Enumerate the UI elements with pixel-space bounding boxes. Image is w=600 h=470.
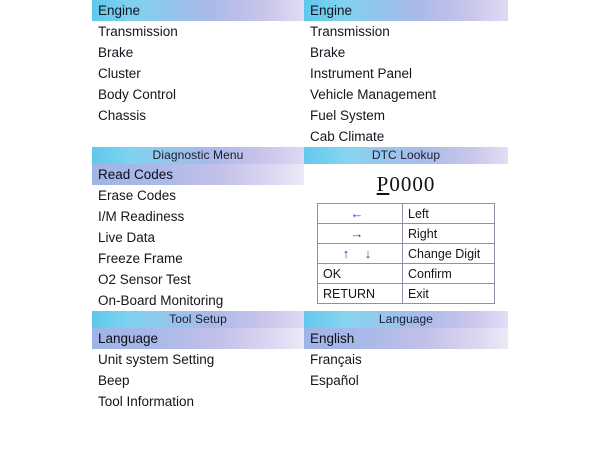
list-item-label: O2 Sensor Test — [98, 272, 191, 287]
list-item-label: Chassis — [98, 108, 147, 123]
list-item[interactable] — [304, 63, 508, 84]
panel-systems-right — [304, 0, 508, 147]
table-row — [318, 284, 495, 304]
list-item-label: Cab Climate — [310, 129, 385, 144]
list-item[interactable] — [92, 84, 304, 105]
list-item-label: Read Codes — [98, 167, 174, 182]
dtc-lookup-body — [304, 164, 508, 304]
table-row — [318, 224, 495, 244]
list-item-label: Engine — [310, 3, 353, 18]
list-item-label: I/M Readiness — [98, 209, 185, 224]
list-item[interactable] — [92, 42, 304, 63]
key-action-label: Exit — [403, 284, 495, 304]
list-item[interactable] — [304, 0, 508, 21]
panel-dtc-lookup — [304, 147, 508, 311]
key-action-label: Left — [403, 204, 495, 224]
list-item-label: Body Control — [98, 87, 177, 102]
list-item[interactable] — [304, 21, 508, 42]
table-row — [318, 204, 495, 224]
list-item-label: Language — [98, 331, 159, 346]
list-item[interactable] — [304, 126, 508, 147]
tool-setup-title: Tool Setup — [92, 311, 304, 328]
list-item[interactable] — [92, 248, 304, 269]
key-action-label: Right — [403, 224, 495, 244]
list-item-label: Brake — [98, 45, 134, 60]
dtc-code-digits: 0000 — [389, 172, 436, 196]
list-item[interactable] — [92, 227, 304, 248]
table-row — [318, 264, 495, 284]
list-item-label: Français — [310, 352, 362, 367]
list-item[interactable] — [92, 290, 304, 311]
list-item[interactable] — [92, 328, 304, 349]
list-item[interactable] — [92, 391, 304, 412]
list-item[interactable] — [92, 164, 304, 185]
list-item-label: Engine — [98, 3, 141, 18]
list-item-label: Erase Codes — [98, 188, 177, 203]
arrow-up-down-icon: ↑ ↓ — [318, 244, 403, 264]
list-item-label: Unit system Setting — [98, 352, 215, 367]
list-item-label: Beep — [98, 373, 130, 388]
list-item-label: Transmission — [98, 24, 178, 39]
list-item[interactable] — [92, 105, 304, 126]
panel-language — [304, 311, 508, 412]
list-item[interactable] — [92, 185, 304, 206]
systems-right-list — [304, 0, 508, 147]
list-item[interactable] — [92, 370, 304, 391]
panel-systems-left — [92, 0, 304, 147]
language-title: Language — [304, 311, 508, 328]
diagnostic-menu-title: Diagnostic Menu — [92, 147, 304, 164]
list-item[interactable] — [92, 206, 304, 227]
list-item[interactable] — [92, 63, 304, 84]
panel-diagnostic-menu — [92, 147, 304, 311]
systems-left-list — [92, 0, 304, 126]
panel-tool-setup — [92, 311, 304, 412]
key-action-label: Change Digit — [403, 244, 495, 264]
list-item-label: Live Data — [98, 230, 156, 245]
list-item-label: English — [310, 331, 355, 346]
list-item[interactable] — [304, 105, 508, 126]
list-item-label: Transmission — [310, 24, 390, 39]
list-item-label: Tool Information — [98, 394, 195, 409]
arrow-right-icon: → — [318, 224, 403, 244]
list-item[interactable] — [304, 42, 508, 63]
list-item-label: Cluster — [98, 66, 141, 81]
table-row — [318, 244, 495, 264]
list-item[interactable] — [304, 370, 508, 391]
list-item[interactable] — [92, 0, 304, 21]
diagnostic-menu-list — [92, 164, 304, 311]
return-key-label: RETURN — [318, 284, 403, 304]
list-item-label: Instrument Panel — [310, 66, 413, 81]
list-item-label: Vehicle Management — [310, 87, 437, 102]
list-item[interactable] — [304, 328, 508, 349]
ok-key-label: OK — [318, 264, 403, 284]
arrow-left-icon: ← — [318, 204, 403, 224]
dtc-key-legend-table — [317, 203, 495, 304]
list-item[interactable] — [92, 21, 304, 42]
list-item-label: Brake — [310, 45, 346, 60]
list-item-label: Freeze Frame — [98, 251, 183, 266]
list-item[interactable] — [304, 349, 508, 370]
list-item-label: Fuel System — [310, 108, 386, 123]
language-list — [304, 328, 508, 391]
list-item-label: On-Board Monitoring — [98, 293, 224, 308]
list-item[interactable] — [92, 269, 304, 290]
tool-setup-list — [92, 328, 304, 412]
dtc-code-prefix: P — [376, 172, 390, 196]
key-action-label: Confirm — [403, 264, 495, 284]
list-item[interactable] — [304, 84, 508, 105]
panel-grid — [92, 0, 508, 412]
dtc-lookup-title: DTC Lookup — [304, 147, 508, 164]
list-item-label: Español — [310, 373, 359, 388]
list-item[interactable] — [92, 349, 304, 370]
dtc-code-display[interactable] — [304, 164, 508, 203]
